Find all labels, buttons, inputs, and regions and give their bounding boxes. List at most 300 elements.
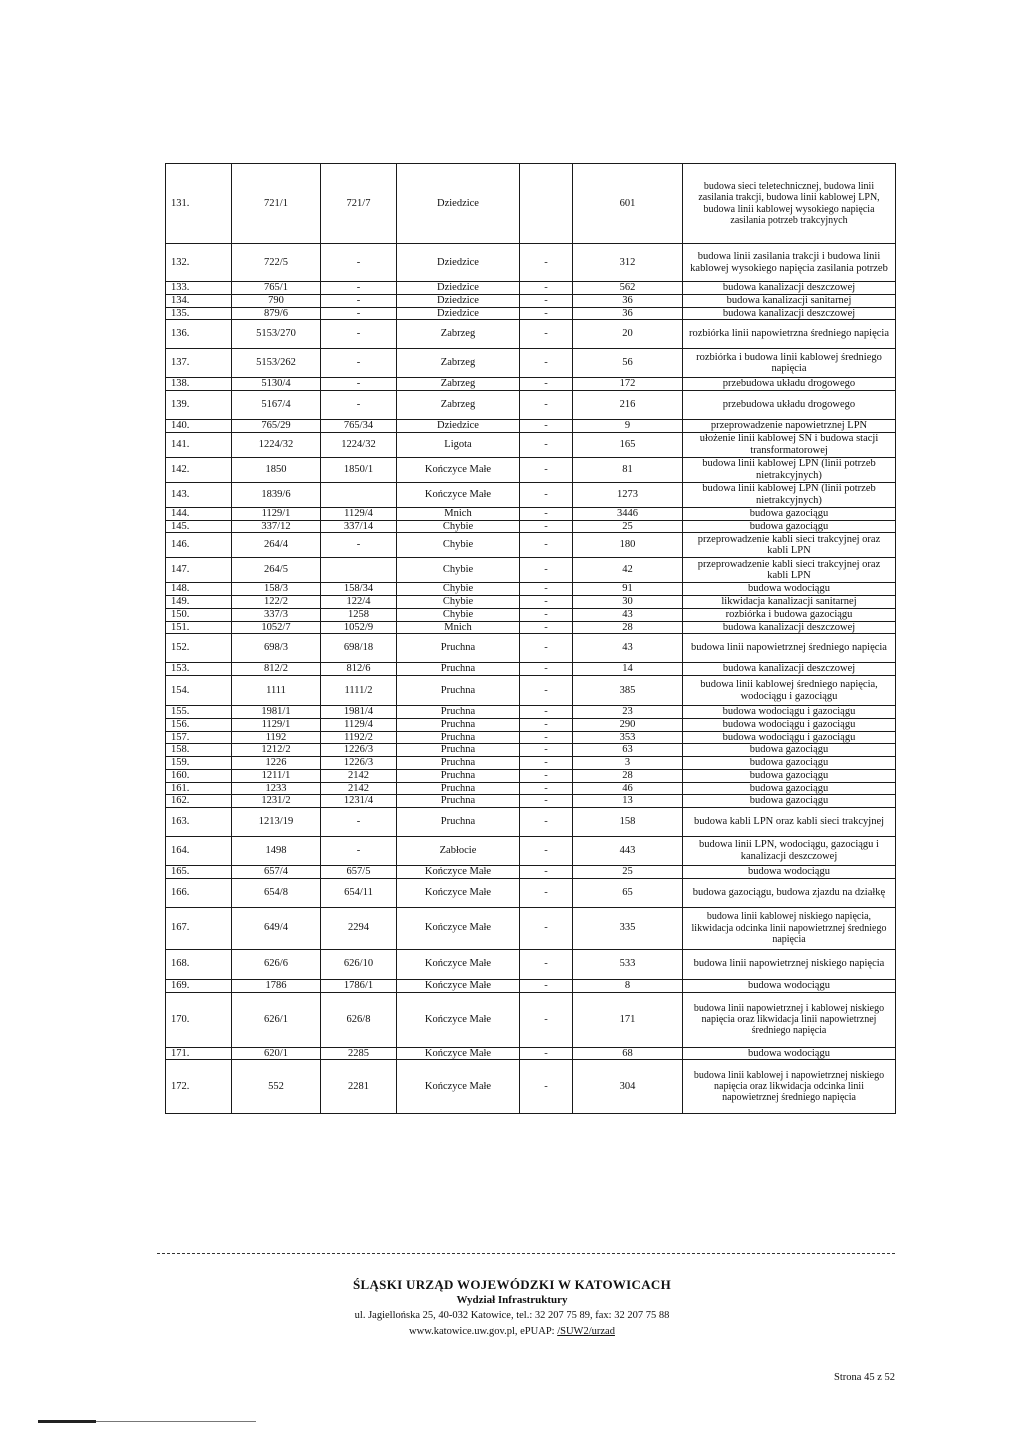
row-number: 131.: [166, 164, 232, 244]
table-row: [166, 992, 896, 1047]
office-address: ul. Jagiellońska 25, 40-032 Katowice, tel.: 32 207 75 89, fax: 32 207 75 88: [354, 1310, 670, 1321]
marker: -: [520, 307, 573, 320]
precinct: Kończyce Małe: [397, 992, 520, 1047]
parcel-after: -: [321, 378, 397, 391]
parcel-after: 1226/3: [321, 757, 397, 770]
row-number: 141.: [166, 432, 232, 457]
marker: -: [520, 608, 573, 621]
parcel-after: 765/34: [321, 420, 397, 433]
row-number: 135.: [166, 307, 232, 320]
table-row: [166, 782, 896, 795]
table-row: [166, 837, 896, 866]
table-row: [166, 979, 896, 992]
area-value: 14: [573, 663, 683, 676]
table-row: [166, 596, 896, 609]
description: budowa gazociągu: [683, 769, 896, 782]
parcel-after: 1981/4: [321, 706, 397, 719]
marker: -: [520, 558, 573, 583]
marker: -: [520, 1047, 573, 1060]
table-row: [166, 1047, 896, 1060]
parcel-after: -: [321, 320, 397, 349]
row-number: 143.: [166, 482, 232, 507]
marker: -: [520, 992, 573, 1047]
row-number: 161.: [166, 782, 232, 795]
area-value: 172: [573, 378, 683, 391]
marker: -: [520, 391, 573, 420]
parcel-after: 654/11: [321, 878, 397, 907]
precinct: Zabrzeg: [397, 391, 520, 420]
table-row: [166, 808, 896, 837]
area-value: 23: [573, 706, 683, 719]
parcel-before: 1981/1: [232, 706, 321, 719]
table-row: [166, 583, 896, 596]
description: rozbiórka linii napowietrzna średniego napięcia: [683, 320, 896, 349]
parcel-after: 2294: [321, 907, 397, 949]
description: likwidacja kanalizacji sanitarnej: [683, 596, 896, 609]
table-row: [166, 520, 896, 533]
precinct: Zabrzeg: [397, 320, 520, 349]
row-number: 138.: [166, 378, 232, 391]
marker: -: [520, 907, 573, 949]
row-number: 149.: [166, 596, 232, 609]
precinct: Kończyce Małe: [397, 949, 520, 979]
description: budowa gazociągu: [683, 757, 896, 770]
row-number: 136.: [166, 320, 232, 349]
table-row: [166, 744, 896, 757]
area-value: 312: [573, 244, 683, 282]
row-number: 154.: [166, 676, 232, 706]
description: budowa kabli LPN oraz kabli sieci trakcyjnej: [683, 808, 896, 837]
marker: -: [520, 520, 573, 533]
area-value: 304: [573, 1060, 683, 1114]
parcel-after: -: [321, 837, 397, 866]
area-value: 42: [573, 558, 683, 583]
area-value: 290: [573, 718, 683, 731]
parcel-after: 657/5: [321, 866, 397, 879]
parcel-before: 1233: [232, 782, 321, 795]
parcel-after: 158/34: [321, 583, 397, 596]
description: budowa linii kablowej i napowietrznej niskiego napięcia oraz likwidacja odcinka linii napowietrznej średniego napięcia: [683, 1060, 896, 1114]
parcel-before: 5167/4: [232, 391, 321, 420]
precinct: Chybie: [397, 533, 520, 558]
row-number: 144.: [166, 507, 232, 520]
parcel-after: 698/18: [321, 634, 397, 663]
precinct: Kończyce Małe: [397, 878, 520, 907]
area-value: 171: [573, 992, 683, 1047]
table-row: [166, 164, 896, 244]
row-number: 166.: [166, 878, 232, 907]
description: budowa linii zasilania trakcji i budowa linii kablowej wysokiego napięcia zasilania potrzeb: [683, 244, 896, 282]
parcel-before: 1226: [232, 757, 321, 770]
table-row: [166, 621, 896, 634]
area-value: 13: [573, 795, 683, 808]
row-number: 153.: [166, 663, 232, 676]
precinct: Dziedzice: [397, 294, 520, 307]
parcel-after: 1850/1: [321, 457, 397, 482]
precinct: Dziedzice: [397, 282, 520, 295]
marker: -: [520, 507, 573, 520]
row-number: 139.: [166, 391, 232, 420]
table-row: [166, 949, 896, 979]
table-row: [166, 706, 896, 719]
parcel-before: 1052/7: [232, 621, 321, 634]
table-row: [166, 795, 896, 808]
description: budowa linii napowietrznej niskiego napięcia: [683, 949, 896, 979]
description: ułożenie linii kablowej SN i budowa stacji transformatorowej: [683, 432, 896, 457]
table-row: [166, 769, 896, 782]
parcel-before: 264/5: [232, 558, 321, 583]
row-number: 152.: [166, 634, 232, 663]
precinct: Pruchna: [397, 731, 520, 744]
precinct: Pruchna: [397, 782, 520, 795]
parcel-before: 1213/19: [232, 808, 321, 837]
marker: -: [520, 769, 573, 782]
row-number: 140.: [166, 420, 232, 433]
description: budowa wodociągu: [683, 866, 896, 879]
table-row: [166, 533, 896, 558]
table-row: [166, 907, 896, 949]
description: budowa wodociągu i gazociągu: [683, 718, 896, 731]
marker: -: [520, 596, 573, 609]
parcel-before: 5153/270: [232, 320, 321, 349]
office-web-prefix: www.katowice.uw.gov.pl, ePUAP:: [409, 1326, 558, 1337]
area-value: 165: [573, 432, 683, 457]
row-number: 164.: [166, 837, 232, 866]
parcel-table-body: [166, 164, 896, 1114]
table-row: [166, 420, 896, 433]
marker: -: [520, 320, 573, 349]
description: budowa kanalizacji deszczowej: [683, 621, 896, 634]
description: budowa wodociągu: [683, 583, 896, 596]
parcel-after: -: [321, 307, 397, 320]
parcel-after: 1786/1: [321, 979, 397, 992]
description: przebudowa układu drogowego: [683, 391, 896, 420]
area-value: 601: [573, 164, 683, 244]
office-name: ŚLĄSKI URZĄD WOJEWÓDZKI W KATOWICACH: [352, 1277, 672, 1292]
parcel-before: 649/4: [232, 907, 321, 949]
precinct: Pruchna: [397, 757, 520, 770]
area-value: 36: [573, 307, 683, 320]
row-number: 133.: [166, 282, 232, 295]
parcel-after: -: [321, 349, 397, 378]
precinct: Kończyce Małe: [397, 907, 520, 949]
parcel-after: -: [321, 808, 397, 837]
table-row: [166, 349, 896, 378]
area-value: 3446: [573, 507, 683, 520]
precinct: Dziedzice: [397, 307, 520, 320]
parcel-before: 1786: [232, 979, 321, 992]
table-row: [166, 757, 896, 770]
precinct: Pruchna: [397, 676, 520, 706]
parcel-before: 626/1: [232, 992, 321, 1047]
row-number: 169.: [166, 979, 232, 992]
table-row: [166, 432, 896, 457]
table-row: [166, 378, 896, 391]
row-number: 146.: [166, 533, 232, 558]
parcel-before: 1111: [232, 676, 321, 706]
parcel-after: 626/8: [321, 992, 397, 1047]
area-value: 562: [573, 282, 683, 295]
parcel-before: 1498: [232, 837, 321, 866]
footer-separator: [157, 1253, 895, 1254]
row-number: 137.: [166, 349, 232, 378]
area-value: 353: [573, 731, 683, 744]
row-number: 156.: [166, 718, 232, 731]
description: budowa gazociągu: [683, 507, 896, 520]
parcel-before: 620/1: [232, 1047, 321, 1060]
precinct: Pruchna: [397, 634, 520, 663]
marker: -: [520, 349, 573, 378]
parcel-after: 337/14: [321, 520, 397, 533]
precinct: Kończyce Małe: [397, 482, 520, 507]
epuap-link[interactable]: /SUW2/urzad: [557, 1326, 615, 1337]
parcel-before: 264/4: [232, 533, 321, 558]
parcel-after: -: [321, 533, 397, 558]
marker: -: [520, 676, 573, 706]
parcel-after: 2281: [321, 1060, 397, 1114]
area-value: 65: [573, 878, 683, 907]
precinct: Dziedzice: [397, 244, 520, 282]
marker: -: [520, 757, 573, 770]
parcel-table: [165, 163, 896, 1114]
table-row: [166, 482, 896, 507]
area-value: 216: [573, 391, 683, 420]
parcel-after: -: [321, 244, 397, 282]
area-value: 158: [573, 808, 683, 837]
parcel-after: 122/4: [321, 596, 397, 609]
marker: -: [520, 878, 573, 907]
parcel-after: 1111/2: [321, 676, 397, 706]
description: budowa kanalizacji deszczowej: [683, 307, 896, 320]
description: budowa gazociągu: [683, 795, 896, 808]
area-value: 8: [573, 979, 683, 992]
table-row: [166, 558, 896, 583]
row-number: 148.: [166, 583, 232, 596]
office-web: [0, 1326, 1024, 1337]
parcel-before: 1129/1: [232, 718, 321, 731]
area-value: 81: [573, 457, 683, 482]
description: budowa gazociągu: [683, 744, 896, 757]
parcel-after: 1129/4: [321, 718, 397, 731]
marker: -: [520, 533, 573, 558]
row-number: 171.: [166, 1047, 232, 1060]
table-row: [166, 307, 896, 320]
parcel-before: 5130/4: [232, 378, 321, 391]
table-row: [166, 244, 896, 282]
precinct: Chybie: [397, 596, 520, 609]
parcel-before: 698/3: [232, 634, 321, 663]
table-row: [166, 507, 896, 520]
area-value: 9: [573, 420, 683, 433]
marker: -: [520, 949, 573, 979]
description: budowa sieci teletechnicznej, budowa linii zasilania trakcji, budowa linii kablowej LPN, budowa linii kablowej wysokiego napięcia zasilania potrzeb trakcyjnych: [683, 164, 896, 244]
parcel-after: 2142: [321, 769, 397, 782]
marker: -: [520, 378, 573, 391]
area-value: 335: [573, 907, 683, 949]
parcel-after: [321, 558, 397, 583]
row-number: 170.: [166, 992, 232, 1047]
precinct: Kończyce Małe: [397, 979, 520, 992]
marker: -: [520, 731, 573, 744]
area-value: 56: [573, 349, 683, 378]
table-row: [166, 320, 896, 349]
parcel-before: 1839/6: [232, 482, 321, 507]
row-number: 142.: [166, 457, 232, 482]
parcel-before: 5153/262: [232, 349, 321, 378]
row-number: 157.: [166, 731, 232, 744]
page-number: Strona 45 z 52: [834, 1372, 895, 1383]
precinct: Kończyce Małe: [397, 866, 520, 879]
description: budowa linii napowietrznej średniego napięcia: [683, 634, 896, 663]
scan-mark-line: [96, 1421, 256, 1422]
description: budowa kanalizacji deszczowej: [683, 282, 896, 295]
row-number: 168.: [166, 949, 232, 979]
parcel-before: 1211/1: [232, 769, 321, 782]
parcel-before: 122/2: [232, 596, 321, 609]
office-department: Wydział Infrastruktury: [456, 1294, 568, 1306]
parcel-after: 1226/3: [321, 744, 397, 757]
area-value: 30: [573, 596, 683, 609]
parcel-before: 765/1: [232, 282, 321, 295]
scan-mark: [38, 1420, 96, 1423]
row-number: 160.: [166, 769, 232, 782]
area-value: 1273: [573, 482, 683, 507]
precinct: Pruchna: [397, 663, 520, 676]
marker: -: [520, 482, 573, 507]
parcel-before: 657/4: [232, 866, 321, 879]
parcel-before: 337/3: [232, 608, 321, 621]
marker: -: [520, 583, 573, 596]
marker: -: [520, 808, 573, 837]
area-value: 20: [573, 320, 683, 349]
marker: -: [520, 718, 573, 731]
table-row: [166, 634, 896, 663]
parcel-before: 626/6: [232, 949, 321, 979]
description: budowa wodociągu i gazociągu: [683, 706, 896, 719]
marker: -: [520, 1060, 573, 1114]
precinct: Zabrzeg: [397, 349, 520, 378]
description: przeprowadzenie napowietrznej LPN: [683, 420, 896, 433]
parcel-before: 654/8: [232, 878, 321, 907]
description: rozbiórka i budowa linii kablowej średniego napięcia: [683, 349, 896, 378]
area-value: 63: [573, 744, 683, 757]
marker: -: [520, 979, 573, 992]
parcel-after: -: [321, 282, 397, 295]
area-value: 68: [573, 1047, 683, 1060]
description: przeprowadzenie kabli sieci trakcyjnej oraz kabli LPN: [683, 533, 896, 558]
precinct: Ligota: [397, 432, 520, 457]
area-value: 28: [573, 769, 683, 782]
row-number: 167.: [166, 907, 232, 949]
description: budowa linii LPN, wodociągu, gazociągu i kanalizacji deszczowej: [683, 837, 896, 866]
precinct: Zabłocie: [397, 837, 520, 866]
parcel-before: 1212/2: [232, 744, 321, 757]
parcel-after: 1052/9: [321, 621, 397, 634]
table-row: [166, 457, 896, 482]
area-value: 43: [573, 608, 683, 621]
parcel-after: 812/6: [321, 663, 397, 676]
marker: -: [520, 294, 573, 307]
precinct: Zabrzeg: [397, 378, 520, 391]
description: budowa gazociągu: [683, 782, 896, 795]
marker: -: [520, 782, 573, 795]
precinct: Dziedzice: [397, 164, 520, 244]
row-number: 172.: [166, 1060, 232, 1114]
marker: -: [520, 706, 573, 719]
precinct: Chybie: [397, 558, 520, 583]
area-value: 36: [573, 294, 683, 307]
area-value: 533: [573, 949, 683, 979]
description: budowa linii napowietrznej i kablowej niskiego napięcia oraz likwidacja linii napowietrznej średniego napięcia: [683, 992, 896, 1047]
row-number: 132.: [166, 244, 232, 282]
description: budowa linii kablowej LPN (linii potrzeb nietrakcyjnych): [683, 482, 896, 507]
description: przeprowadzenie kabli sieci trakcyjnej oraz kabli LPN: [683, 558, 896, 583]
description: budowa gazociągu: [683, 520, 896, 533]
precinct: Chybie: [397, 608, 520, 621]
area-value: 91: [573, 583, 683, 596]
parcel-before: 1850: [232, 457, 321, 482]
table-row: [166, 731, 896, 744]
marker: -: [520, 866, 573, 879]
area-value: 25: [573, 520, 683, 533]
marker: -: [520, 663, 573, 676]
table-row: [166, 282, 896, 295]
table-row: [166, 1060, 896, 1114]
parcel-after: -: [321, 391, 397, 420]
row-number: 165.: [166, 866, 232, 879]
marker: -: [520, 744, 573, 757]
table-row: [166, 866, 896, 879]
precinct: Kończyce Małe: [397, 457, 520, 482]
parcel-before: 721/1: [232, 164, 321, 244]
marker: -: [520, 837, 573, 866]
table-row: [166, 718, 896, 731]
row-number: 151.: [166, 621, 232, 634]
table-row: [166, 391, 896, 420]
parcel-after: 1192/2: [321, 731, 397, 744]
area-value: 180: [573, 533, 683, 558]
table-row: [166, 676, 896, 706]
parcel-before: 1192: [232, 731, 321, 744]
description: budowa kanalizacji sanitarnej: [683, 294, 896, 307]
parcel-after: 1258: [321, 608, 397, 621]
parcel-before: 337/12: [232, 520, 321, 533]
parcel-after: [321, 482, 397, 507]
row-number: 134.: [166, 294, 232, 307]
row-number: 159.: [166, 757, 232, 770]
marker: -: [520, 457, 573, 482]
parcel-before: 158/3: [232, 583, 321, 596]
precinct: Pruchna: [397, 795, 520, 808]
row-number: 145.: [166, 520, 232, 533]
area-value: 25: [573, 866, 683, 879]
precinct: Dziedzice: [397, 420, 520, 433]
marker: -: [520, 634, 573, 663]
marker: -: [520, 621, 573, 634]
description: budowa kanalizacji deszczowej: [683, 663, 896, 676]
parcel-after: 1129/4: [321, 507, 397, 520]
parcel-before: 765/29: [232, 420, 321, 433]
row-number: 163.: [166, 808, 232, 837]
parcel-after: -: [321, 294, 397, 307]
description: budowa linii kablowej LPN (linii potrzeb nietrakcyjnych): [683, 457, 896, 482]
description: budowa wodociągu: [683, 1047, 896, 1060]
description: budowa linii kablowej średniego napięcia, wodociągu i gazociągu: [683, 676, 896, 706]
area-value: 28: [573, 621, 683, 634]
description: rozbiórka i budowa gazociągu: [683, 608, 896, 621]
area-value: 443: [573, 837, 683, 866]
parcel-before: 1129/1: [232, 507, 321, 520]
